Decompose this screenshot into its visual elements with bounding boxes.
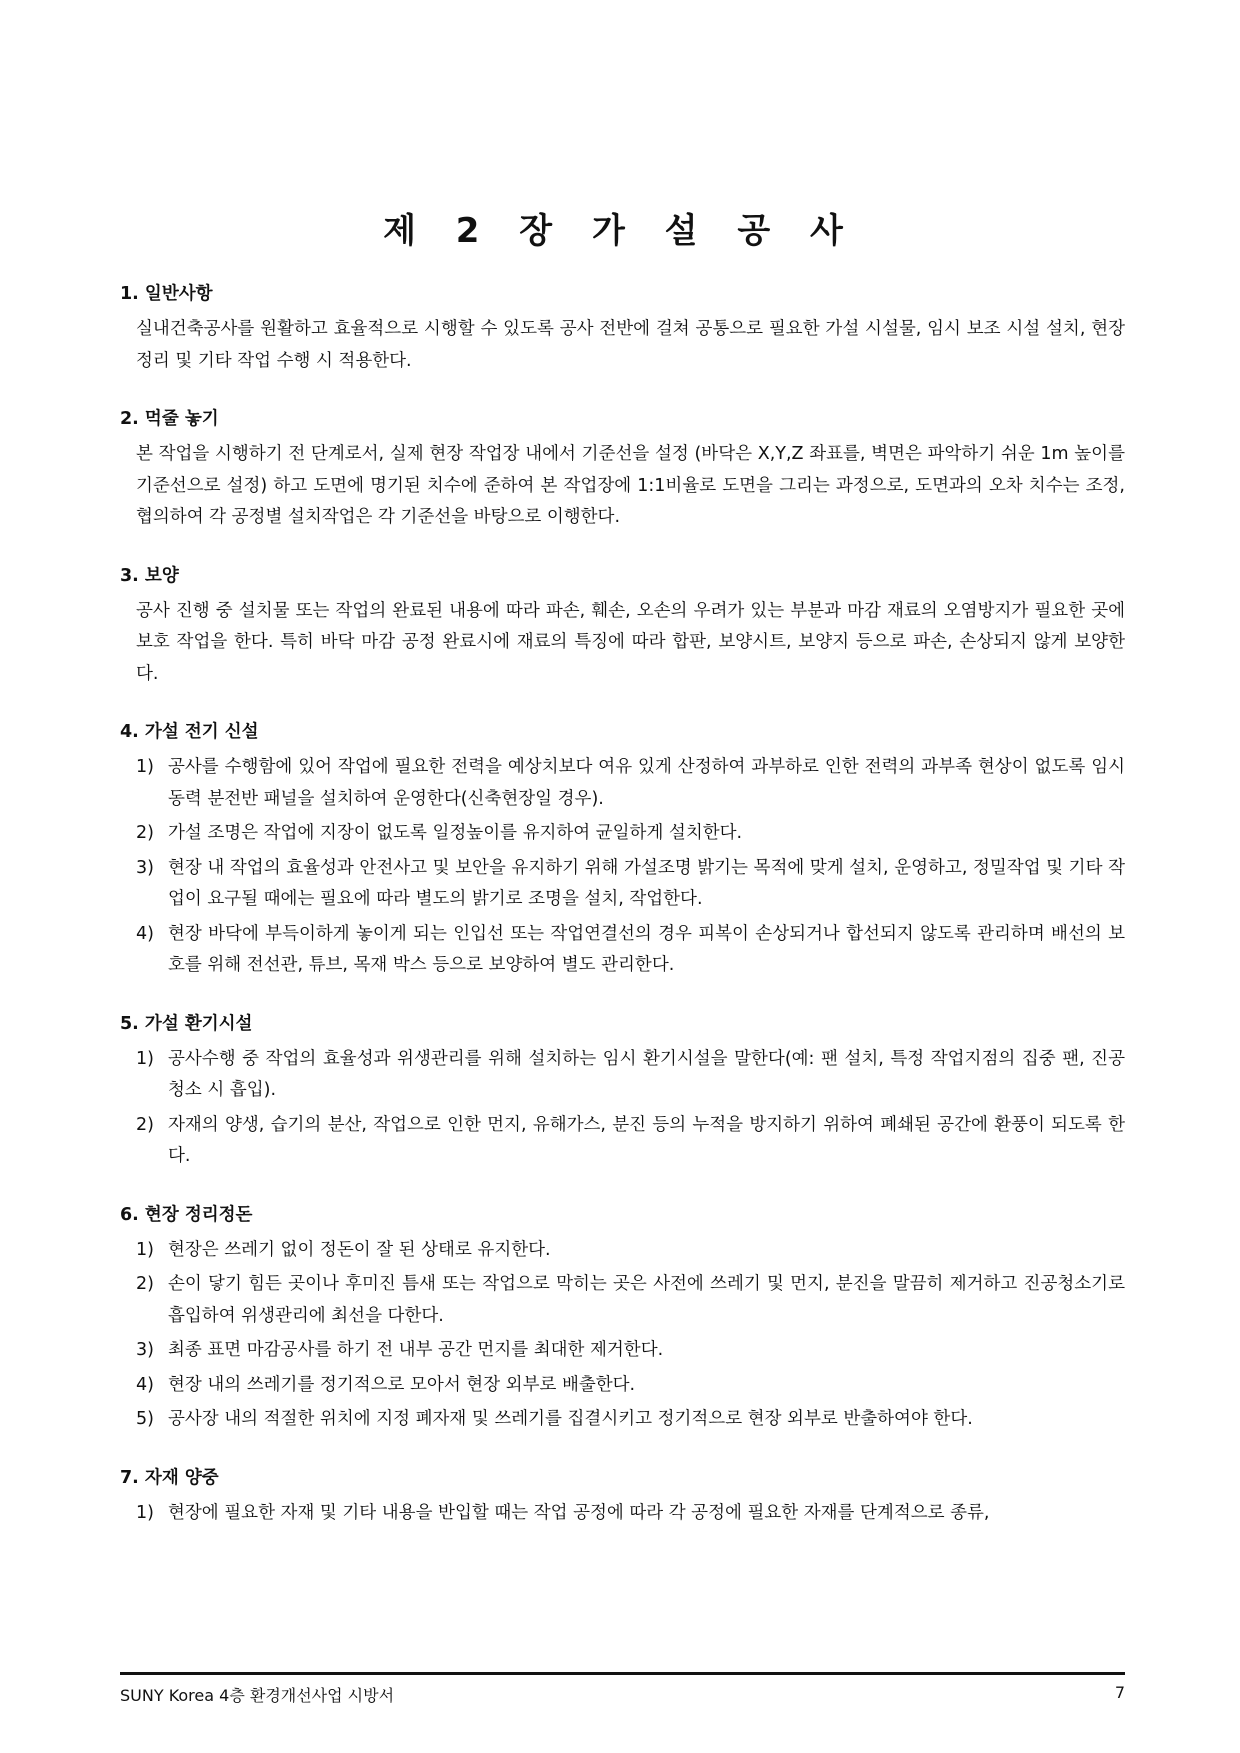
item-text: 현장 내 작업의 효율성과 안전사고 및 보안을 유지하기 위해 가설조명 밝기는 목적에 맞게 설치, 운영하고, 정밀작업 및 기타 작업이 요구될 때에는 필요에 따라 별도의 밝기로 조명을 설치, 작업한다.	[168, 857, 1125, 909]
item-text: 현장에 필요한 자재 및 기타 내용을 반입할 때는 작업 공정에 따라 각 공정에 필요한 자재를 단계적으로 종류,	[168, 1502, 990, 1523]
list-item	[120, 1335, 1125, 1367]
section-heading: 7. 자재 양중	[120, 1467, 219, 1488]
item-number: 1)	[136, 757, 154, 777]
page-footer	[120, 1672, 1125, 1706]
item-text: 공사장 내의 적절한 위치에 지정 폐자재 및 쓰레기를 집결시키고 정기적으로 현장 외부로 반출하여야 한다.	[168, 1409, 973, 1429]
section-heading: 1. 일반사항	[120, 284, 213, 304]
list-item	[120, 919, 1125, 982]
list-item	[120, 752, 1125, 815]
item-text: 공사수행 중 작업의 효율성과 위생관리를 위해 설치하는 임시 환기시설을 말한다(예: 팬 설치, 특정 작업지점의 집중 팬, 진공청소 시 흡입).	[168, 1048, 1125, 1100]
item-text: 현장은 쓰레기 없이 정돈이 잘 된 상태로 유지한다.	[168, 1239, 551, 1260]
section-site-cleanup	[120, 1203, 1125, 1436]
section-temporary-electric	[120, 720, 1125, 982]
item-number: 1)	[136, 1048, 154, 1069]
item-number: 3)	[136, 1340, 154, 1360]
section-protection	[120, 564, 1125, 691]
numbered-list	[120, 1235, 1125, 1436]
item-number: 4)	[136, 923, 154, 944]
item-text: 가설 조명은 작업에 지장이 없도록 일정높이를 유지하여 균일하게 설치한다.	[168, 823, 743, 843]
item-text: 현장 바닥에 부득이하게 놓이게 되는 인입선 또는 작업연결선의 경우 피복이 손상되거나 합선되지 않도록 관리하며 배선의 보호를 위해 전선관, 튜브, 목재 박스 등으로 보양하여 별도 관리한다.	[168, 923, 1125, 975]
numbered-list	[120, 752, 1125, 982]
item-number: 1)	[136, 1239, 154, 1260]
item-number: 5)	[136, 1409, 154, 1429]
footer-page-number: 7	[1114, 1683, 1125, 1702]
item-number: 4)	[136, 1374, 154, 1395]
list-item	[120, 1044, 1125, 1107]
item-text: 손이 닿기 힘든 곳이나 후미진 틈새 또는 작업으로 막히는 곳은 사전에 쓰레기 및 먼지, 분진을 말끔히 제거하고 진공청소기로 흡입하여 위생관리에 최선을 다한다.	[168, 1274, 1125, 1326]
section-marking-lines	[120, 407, 1125, 534]
item-text: 최종 표면 마감공사를 하기 전 내부 공간 먼지를 최대한 제거한다.	[168, 1340, 664, 1360]
item-number: 1)	[136, 1502, 154, 1523]
list-item	[120, 1269, 1125, 1332]
list-item	[120, 1498, 1125, 1530]
numbered-list	[120, 1498, 1125, 1530]
item-number: 2)	[136, 1274, 154, 1294]
section-heading: 3. 보양	[120, 565, 179, 586]
section-temporary-ventilation	[120, 1012, 1125, 1173]
document-body	[120, 282, 1125, 1559]
list-item	[120, 1404, 1125, 1436]
item-text: 자재의 양생, 습기의 분산, 작업으로 인한 먼지, 유해가스, 분진 등의 누적을 방지하기 위하여 폐쇄된 공간에 환풍이 되도록 한다.	[168, 1114, 1125, 1166]
list-item	[120, 818, 1125, 850]
item-text: 현장 내의 쓰레기를 정기적으로 모아서 현장 외부로 배출한다.	[168, 1374, 636, 1395]
section-heading: 5. 가설 환기시설	[120, 1013, 253, 1034]
item-text: 공사를 수행함에 있어 작업에 필요한 전력을 예상치보다 여유 있게 산정하여 과부하로 인한 전력의 과부족 현상이 없도록 임시동력 분전반 패널을 설치하여 운영한다(신축현장일 경우).	[168, 757, 1125, 809]
section-paragraph: 본 작업을 시행하기 전 단계로서, 실제 현장 작업장 내에서 기준선을 설정 (바닥은 X,Y,Z 좌표를, 벽면은 파악하기 쉬운 1m 높이를 기준선으로 설정) 하고 도면에 명기된 치수에 준하여 본 작업장에 1:1비율로 도면을 그리는 과정으로, 도면과의 오차 치수는 조정, 협의하여 각 공정별 설치작업은 각 기준선을 바탕으로 이행한다.	[136, 444, 1125, 527]
section-heading: 6. 현장 정리정돈	[120, 1204, 253, 1225]
numbered-list	[120, 1044, 1125, 1173]
chapter-title: 제 2 장 가 설 공 사	[383, 211, 857, 251]
list-item	[120, 853, 1125, 916]
section-paragraph: 실내건축공사를 원활하고 효율적으로 시행할 수 있도록 공사 전반에 걸쳐 공통으로 필요한 가설 시설물, 임시 보조 시설 설치, 현장 정리 및 기타 작업 수행 시 적용한다.	[136, 319, 1125, 371]
section-general	[120, 282, 1125, 377]
section-heading: 4. 가설 전기 신설	[120, 722, 259, 742]
item-number: 3)	[136, 857, 154, 878]
list-item	[120, 1370, 1125, 1402]
section-heading: 2. 먹줄 놓기	[120, 409, 219, 429]
footer-document-name: SUNY Korea 4층 환경개선사업 시방서	[120, 1686, 395, 1705]
item-number: 2)	[136, 823, 154, 843]
section-material-lifting	[120, 1466, 1125, 1530]
list-item	[120, 1110, 1125, 1173]
section-paragraph: 공사 진행 중 설치물 또는 작업의 완료된 내용에 따라 파손, 훼손, 오손의 우려가 있는 부분과 마감 재료의 오염방지가 필요한 곳에 보호 작업을 한다. 특히 바닥 마감 공정 완료시에 재료의 특징에 따라 합판, 보양시트, 보양지 등으로 파손, 손상되지 않게 보양한다.	[136, 600, 1125, 684]
item-number: 2)	[136, 1114, 154, 1135]
list-item	[120, 1235, 1125, 1267]
